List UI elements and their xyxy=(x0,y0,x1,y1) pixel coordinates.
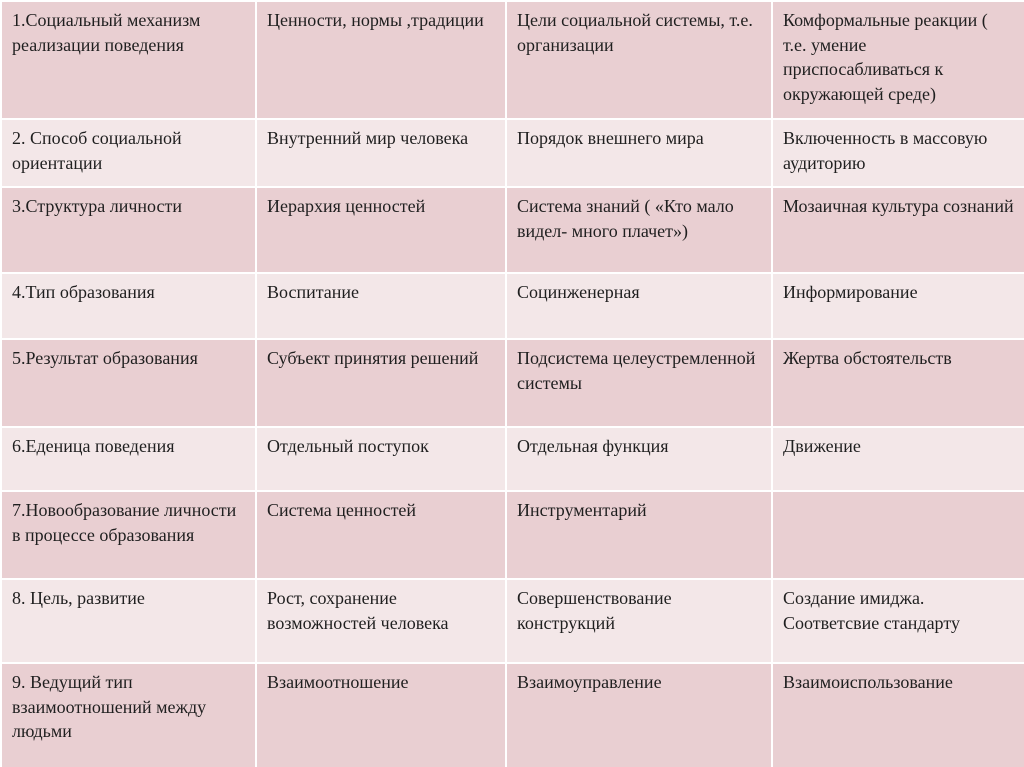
table-cell: Инструментарий xyxy=(506,491,772,579)
table-cell: 6.Еденица поведения xyxy=(1,427,256,491)
table-cell: Взаимоуправление xyxy=(506,663,772,767)
table-cell: 1.Социальный механизм реализации поведения xyxy=(1,1,256,119)
table-cell: Порядок внешнего мира xyxy=(506,119,772,187)
table-cell: 3.Структура личности xyxy=(1,187,256,273)
table-row xyxy=(1,339,1024,427)
table-cell: Внутренний мир человека xyxy=(256,119,506,187)
table-row xyxy=(1,579,1024,663)
table-cell: Создание имиджа. Соответсвие стандарту xyxy=(772,579,1024,663)
table-cell xyxy=(772,491,1024,579)
table-cell: 2. Способ социальной ориентации xyxy=(1,119,256,187)
table-cell: 9. Ведущий тип взаимоотношений между людьми xyxy=(1,663,256,767)
table-cell: Мозаичная культура сознаний xyxy=(772,187,1024,273)
table-cell: Иерархия ценностей xyxy=(256,187,506,273)
table-cell: Рост, сохранение возможностей человека xyxy=(256,579,506,663)
table-cell: Система знаний ( «Кто мало видел- много плачет») xyxy=(506,187,772,273)
table-row xyxy=(1,273,1024,339)
table-cell: Ценности, нормы ,традиции xyxy=(256,1,506,119)
table-cell: 7.Новообразование личности в процессе образования xyxy=(1,491,256,579)
table-cell: Воспитание xyxy=(256,273,506,339)
table-cell: Информирование xyxy=(772,273,1024,339)
table-cell: Взаимоотношение xyxy=(256,663,506,767)
table-cell: 4.Тип образования xyxy=(1,273,256,339)
table-row xyxy=(1,427,1024,491)
table-cell: Отдельный поступок xyxy=(256,427,506,491)
table-row xyxy=(1,663,1024,767)
table-row xyxy=(1,491,1024,579)
table-cell: 5.Результат образования xyxy=(1,339,256,427)
table-cell: Включенность в массовую аудиторию xyxy=(772,119,1024,187)
table-cell: Отдельная функция xyxy=(506,427,772,491)
table-cell: Жертва обстоятельств xyxy=(772,339,1024,427)
table-row xyxy=(1,187,1024,273)
table-cell: Субъект принятия решений xyxy=(256,339,506,427)
table-cell: Социнженерная xyxy=(506,273,772,339)
table-cell: Цели социальной системы, т.е. организации xyxy=(506,1,772,119)
table-cell: Движение xyxy=(772,427,1024,491)
table-row xyxy=(1,1,1024,119)
table-row xyxy=(1,119,1024,187)
table-cell: Совершенствование конструкций xyxy=(506,579,772,663)
table-cell: Взаимоиспользование xyxy=(772,663,1024,767)
table-cell: 8. Цель, развитие xyxy=(1,579,256,663)
table-cell: Система ценностей xyxy=(256,491,506,579)
table-cell: Комформальные реакции ( т.е. умение приспосабливаться к окружающей среде) xyxy=(772,1,1024,119)
table-cell: Подсистема целеустремленной системы xyxy=(506,339,772,427)
